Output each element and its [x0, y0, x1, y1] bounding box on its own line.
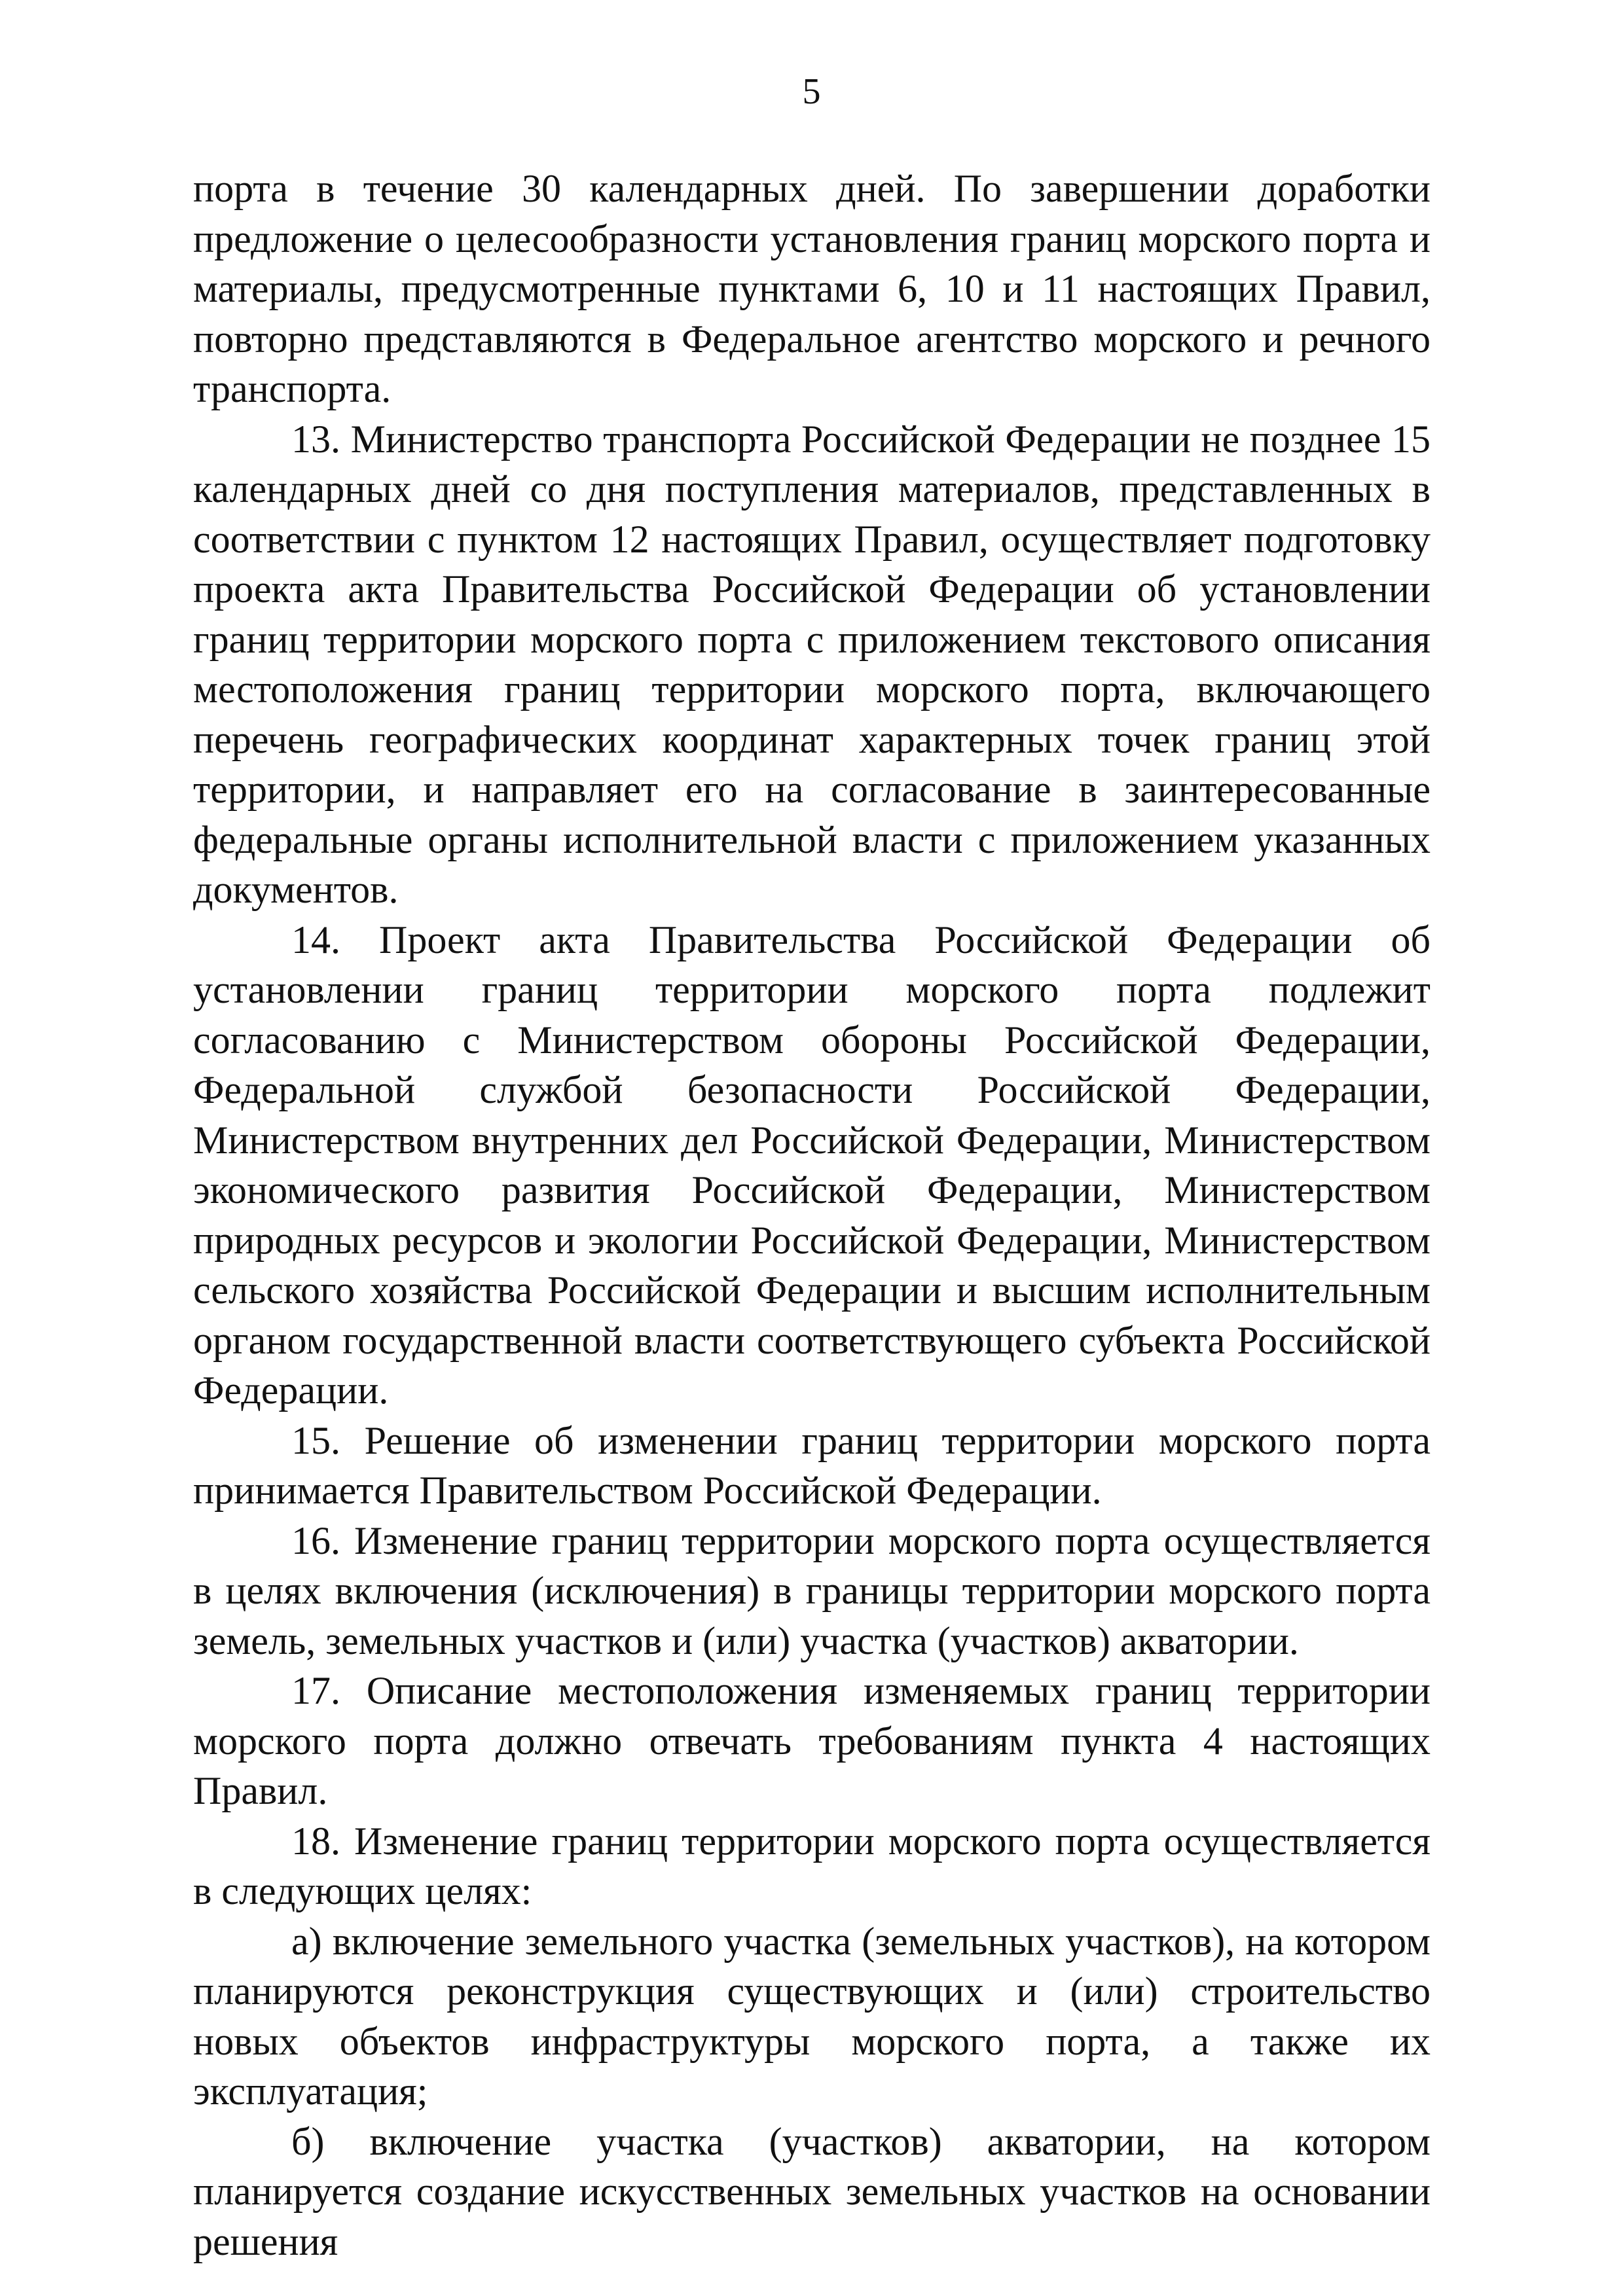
- paragraph-14: 14. Проект акта Правительства Российской Федерации об установлении границ территории морского порта подлежит согласованию с Министерством обороны Российской Федерации, Федеральной службой безопасности Российской Федерации, Министерством внутренних дел Российской Федерации, Министерством экономического развития Российской Федерации, Министерством природных ресурсов и экологии Российской Федерации, Министерством сельского хозяйства Российской Федерации и высшим исполнительным органом государственной власти соответствующего субъекта Российской Федерации.: [193, 918, 1431, 1412]
- paragraph-16: 16. Изменение границ территории морского порта осуществляется в целях включения (исключения) в границы территории морского порта земель, земельных участков и (или) участка (участков) акватории.: [193, 1518, 1431, 1662]
- document-body: [193, 164, 1431, 2267]
- paragraph-continuation: порта в течение 30 календарных дней. По завершении доработки предложение о целесообразности установления границ морского порта и материалы, предусмотренные пунктами 6, 10 и 11 настоящих Правил, повторно представляются в Федеральное агентство морского и речного транспорта.: [193, 167, 1431, 410]
- paragraph-18-b: б) включение участка (участков) акватории, на котором планируется создание искусственных земельных участков на основании решения: [193, 2119, 1431, 2263]
- paragraph-13: 13. Министерство транспорта Российской Федерации не позднее 15 календарных дней со дня поступления материалов, представленных в соответствии с пунктом 12 настоящих Правил, осуществляет подготовку проекта акта Правительства Российской Федерации об установлении границ территории морского порта с приложением текстового описания местоположения границ территории морского порта, включающего перечень географических координат характерных точек границ этой территории, и направляет его на согласование в заинтересованные федеральные органы исполнительной власти с приложением указанных документов.: [193, 417, 1431, 911]
- paragraph-17: 17. Описание местоположения изменяемых границ территории морского порта должно отвечать требованиям пункта 4 настоящих Правил.: [193, 1669, 1431, 1812]
- paragraph-18-a: а) включение земельного участка (земельных участков), на котором планируются реконструкция существующих и (или) строительство новых объектов инфраструктуры морского порта, а также их эксплуатация;: [193, 1919, 1431, 2113]
- paragraph-18: 18. Изменение границ территории морского порта осуществляется в следующих целях:: [193, 1819, 1431, 1912]
- page-number: 5: [802, 71, 821, 112]
- paragraph-15: 15. Решение об изменении границ территории морского порта принимается Правительством Российской Федерации.: [193, 1418, 1431, 1512]
